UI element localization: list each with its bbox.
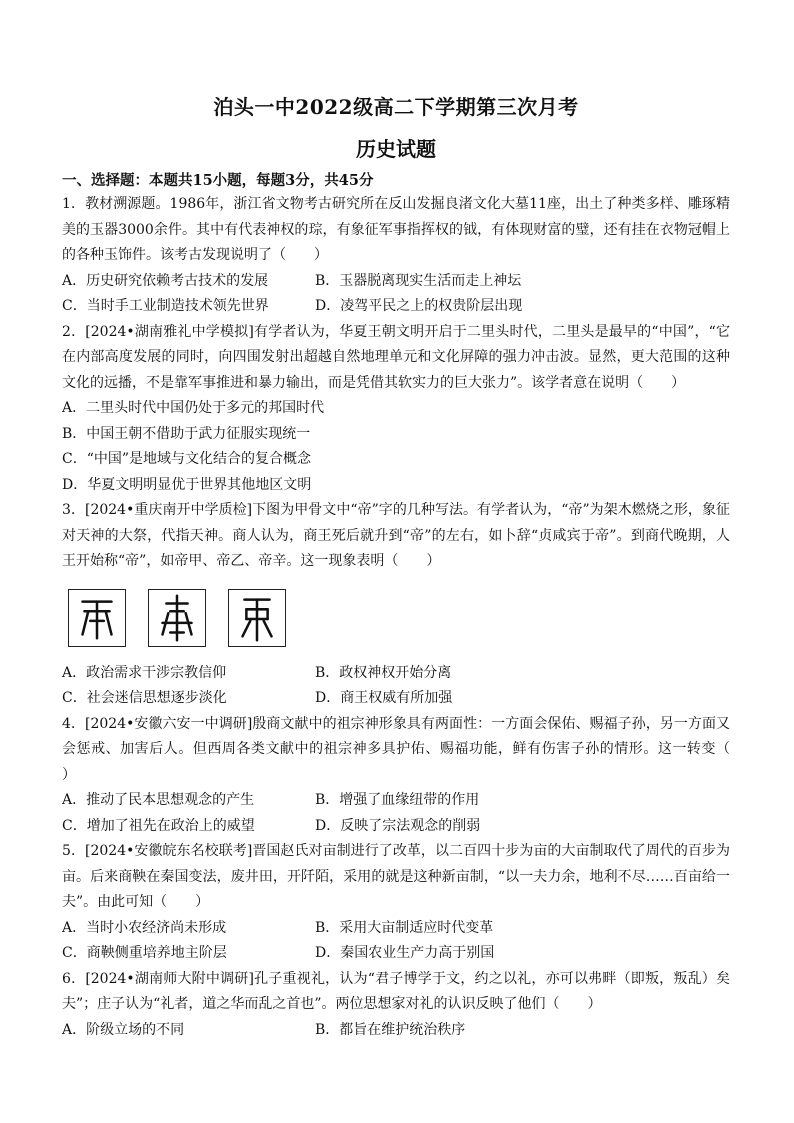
question-stem: 4．[2024•安徽六安一中调研]殷商文献中的祖宗神形象具有两面性：一方面会保佑、赐福子孙，另一方面又会惩戒、加害后人。但西周各类文献中的祖宗神多具护佑、赐福功能，鲜有伤害子孙的情形。这一转变（ ） [62,715,758,783]
question-stem: 1．教材溯源题。1986年，浙江省文物考古研究所在反山发掘良渚文化大墓11座，出土了种类多样、雕琢精美的玉器3000余件。其中有代表神权的琮，有象征军事指挥权的钺，有体现财富的璧，还有挂在衣物冠帽上的各种玉饰件。该考古发现说明了（ ） [62,196,730,263]
option-b: B．增强了血缘纽带的作用 [315,792,480,808]
option-c: C．增加了祖先在政治上的威望 [62,817,255,834]
option-a: A．当时小农经济尚未形成 [62,919,227,936]
option-a: A．阶级立场的不同 [62,1021,185,1038]
options-row [62,916,730,942]
option-c: C．商鞅侧重培养地主阶层 [62,945,227,961]
option-a: A．政治需求干涉宗教信仰 [62,664,227,681]
option-d: D．华夏文明明显优于世界其他地区文明 [62,476,312,493]
option-a: A．历史研究依赖考古技术的发展 [62,272,269,289]
options-row [62,814,730,840]
option-b: B．都旨在维护统治秩序 [315,1021,466,1038]
option-b: B．中国王朝不借助于武力征服实现统一 [62,425,311,442]
option-b: B．玉器脱离现实生活而走上神坛 [315,272,522,289]
question-stem: 6．[2024•湖南师大附中调研]孔子重视礼，认为“君子博学于文，约之以礼，亦可以弗畔（即叛，叛乱）矣夫”；庄子认为“礼者，道之华而乱之首也”。两位思想家对礼的认识反映了他们（ ） [62,970,730,1012]
option-b: B．采用大亩制适应时代变革 [315,919,494,936]
question-5 [62,839,730,967]
oracle-bone-figure [68,589,730,649]
question-stem: 2．[2024•湖南雅礼中学模拟]有学者认为，华夏王朝文明开启于二里头时代，二里头是最早的“中国”，“它在内部高度发展的同时，向四围发射出超越自然地理单元和文化屏障的强力冲击波。显然，更大范围的这种文化的远播，不是靠军事推进和暴力输出，而是凭借其软实力的巨大张力”。该学者意在说明（ ） [62,323,730,391]
options-row [62,941,730,967]
exam-subtitle: 历史试题 [356,137,436,161]
options-row [62,294,730,320]
question-stem: 3．[2024•重庆南开中学质检]下图为甲骨文中“帝”字的几种写法。有学者认为，“帝”为架木燃烧之形，象征对天神的大祭，代指天神。商人认为，商王死后就升到“帝”的左右，如卜辞“贞咸宾于帝”。到商代晚期，人王开始称“帝”，如帝甲、帝乙、帝辛。这一现象表明（ ） [62,502,730,569]
options-row [62,788,730,814]
question-6 [62,967,730,1044]
option-a: A．推动了民本思想观念的产生 [62,792,255,808]
option-d: D．秦国农业生产力高于别国 [315,945,495,961]
option-c: C．社会迷信思想逐步淡化 [62,690,227,706]
options-row [62,661,730,687]
options-row [62,269,730,295]
question-1 [62,192,730,320]
option-d: D．商王权威有所加强 [315,690,453,706]
exam-title: 泊头一中2022级高二下学期第三次月考 [213,95,579,119]
option-c: C．当时手工业制造技术领先世界 [62,298,269,314]
option-b: B．政权神权开始分离 [315,664,452,681]
section-heading: 一、选择题：本题共15小题，每题3分，共45分 [62,172,374,189]
options-row [62,1018,730,1044]
oracle-bone-di-3-icon [228,589,286,647]
exam-page [62,94,758,1043]
option-c: C．“中国”是地域与文化结合的复合概念 [62,451,312,467]
options-row [62,686,730,712]
option-d: D．反映了宗法观念的削弱 [315,817,481,834]
question-4 [62,712,758,840]
question-2 [62,320,730,499]
oracle-bone-di-1-icon [68,589,126,647]
question-stem: 5．[2024•安徽皖东名校联考]晋国赵氏对亩制进行了改革，以二百四十步为亩的大亩制取代了周代的百步为亩。后来商鞅在秦国变法，废井田，开阡陌，采用的就是这种新亩制，“以一夫力余，地利不尽……百亩给一夫”。由此可知（ ） [62,843,730,910]
option-d: D．凌驾平民之上的权贵阶层出现 [315,298,523,314]
option-a: A．二里头时代中国仍处于多元的邦国时代 [62,400,325,416]
question-3 [62,498,730,712]
oracle-bone-di-2-icon [148,589,206,647]
